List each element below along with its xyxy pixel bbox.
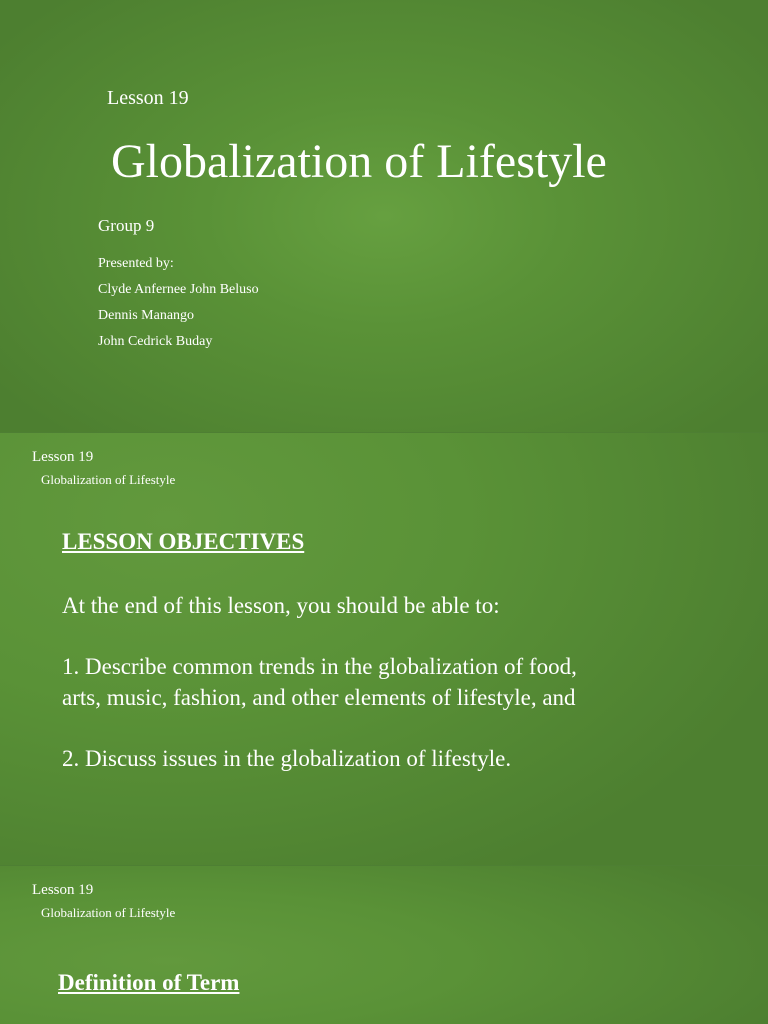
objective-item-line: arts, music, fashion, and other elements of lifestyle, and	[62, 685, 576, 710]
objectives-slide	[0, 433, 768, 865]
presenter-name: Clyde Anfernee John Beluso	[98, 282, 259, 297]
objectives-intro: At the end of this lesson, you should be able to:	[62, 593, 500, 618]
objective-item	[62, 651, 577, 713]
objective-item: 2. Discuss issues in the globalization of lifestyle.	[62, 746, 512, 771]
group-label: Group 9	[98, 216, 155, 235]
objectives-heading: LESSON OBJECTIVES	[62, 529, 305, 554]
slide-lesson-label: Lesson 19	[32, 449, 94, 465]
definition-heading: Definition of Term	[58, 970, 240, 995]
definition-slide	[0, 866, 768, 1024]
lesson-number: Lesson 19	[107, 87, 189, 109]
objective-item-line: 1. Describe common trends in the globalization of food,	[62, 654, 577, 679]
presentation-title: Globalization of Lifestyle	[111, 135, 607, 188]
slide-lesson-label: Lesson 19	[32, 882, 94, 898]
presenter-name: Dennis Manango	[98, 308, 195, 323]
presented-by-label: Presented by:	[98, 256, 174, 271]
slide-subtitle: Globalization of Lifestyle	[41, 472, 176, 487]
slide-subtitle: Globalization of Lifestyle	[41, 905, 176, 920]
title-slide	[0, 0, 768, 432]
presenter-name: John Cedrick Buday	[98, 334, 213, 349]
